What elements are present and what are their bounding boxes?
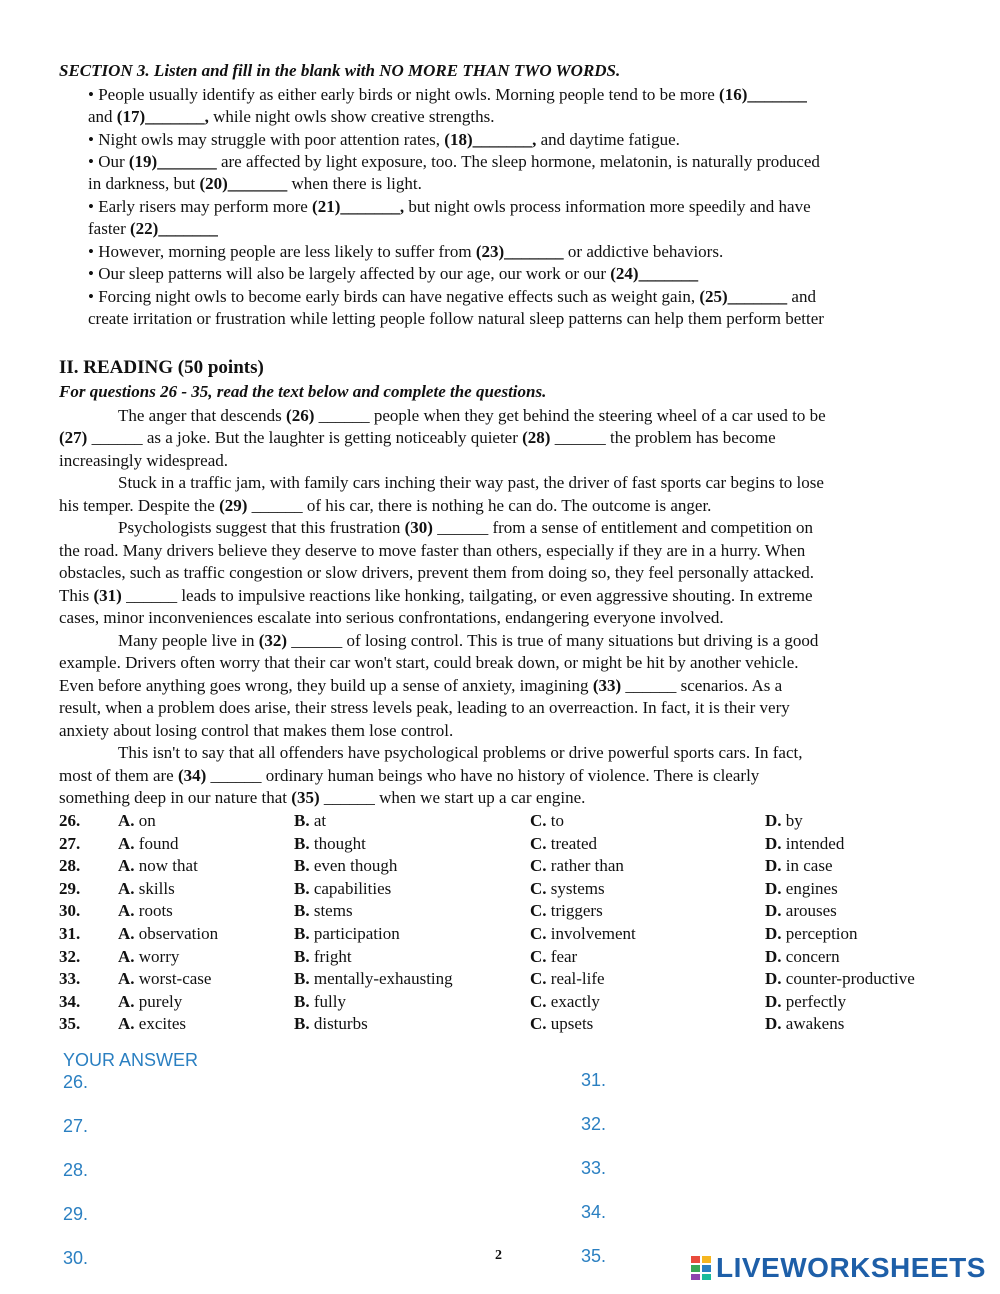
question-number: 34. <box>59 992 81 1011</box>
gap-number: (27) <box>59 428 88 447</box>
option-text: roots <box>138 901 173 920</box>
option-letter: B. <box>294 811 310 830</box>
reading-heading: II. READING (50 points) <box>59 357 264 378</box>
line-text: Stuck in a traffic jam, with family cars inching their way past, the driver of fast sports car begins to lose <box>118 473 824 492</box>
section3-line <box>88 84 807 106</box>
option-text: participation <box>313 924 400 943</box>
option-a <box>118 855 198 877</box>
answer-field[interactable]: 28. <box>63 1160 89 1180</box>
option-text: in case <box>785 856 833 875</box>
option-text: by <box>785 811 803 830</box>
line-text: while night owls show creative strengths. <box>208 107 495 126</box>
option-d <box>765 991 846 1013</box>
option-letter: A. <box>118 992 135 1011</box>
option-c <box>530 968 605 990</box>
gap-number: (26) <box>286 406 315 425</box>
option-letter: D. <box>765 1014 782 1033</box>
option-letter: A. <box>118 834 135 853</box>
option-letter: C. <box>530 947 547 966</box>
gap-number: (31) <box>93 586 122 605</box>
line-text: • Our sleep patterns will also be largely affected by our age, our work or our <box>88 264 611 283</box>
line-text: ______ leads to impulsive reactions like honking, tailgating, or even aggressive shouting. In extreme <box>121 586 813 605</box>
fill-blank: (18)_______, <box>444 130 537 149</box>
line-text: in darkness, but <box>88 174 200 193</box>
line-text: something deep in our nature that <box>59 788 292 807</box>
option-b <box>294 923 400 945</box>
option-letter: D. <box>765 924 782 943</box>
option-letter: B. <box>294 834 310 853</box>
option-c <box>530 900 603 922</box>
option-text: fright <box>313 947 352 966</box>
section3-line <box>88 286 816 308</box>
line-text: and <box>88 107 117 126</box>
question-number: 29. <box>59 879 81 898</box>
option-d <box>765 968 915 990</box>
line-text: Even before anything goes wrong, they build up a sense of anxiety, imagining <box>59 676 593 695</box>
option-text: exactly <box>550 992 600 1011</box>
option-a <box>118 878 175 900</box>
option-text: fear <box>550 947 578 966</box>
option-text: on <box>138 811 156 830</box>
option-letter: C. <box>530 879 547 898</box>
option-b <box>294 968 453 990</box>
line-text: his temper. Despite the <box>59 496 220 515</box>
option-letter: A. <box>118 879 135 898</box>
option-c <box>530 946 577 968</box>
line-text: create irritation or frustration while letting people follow natural sleep patterns can help them perform better <box>88 309 824 328</box>
option-text: involvement <box>550 924 636 943</box>
passage-line <box>118 742 802 764</box>
option-letter: A. <box>118 856 135 875</box>
passage-line <box>118 517 813 539</box>
line-text: ______ of losing control. This is true of many situations but driving is a good <box>287 631 819 650</box>
question-number: 28. <box>59 856 81 875</box>
option-letter: C. <box>530 992 547 1011</box>
passage-line <box>59 427 776 449</box>
option-a <box>118 968 211 990</box>
option-a <box>118 923 218 945</box>
option-a <box>118 833 178 855</box>
line-text: ______ people when they get behind the steering wheel of a car used to be <box>314 406 826 425</box>
passage-line <box>59 720 453 742</box>
option-letter: D. <box>765 969 782 988</box>
option-text: triggers <box>550 901 603 920</box>
section3-line <box>88 308 824 330</box>
line-text: obstacles, such as traffic congestion or slow drivers, prevent them from doing so, they feel personally attacked. <box>59 563 815 582</box>
option-text: stems <box>313 901 353 920</box>
answer-field[interactable]: 32. <box>581 1114 607 1134</box>
line-text: ______ ordinary human beings who have no history of violence. There is clearly <box>206 766 760 785</box>
option-text: now that <box>138 856 198 875</box>
line-text: faster <box>88 219 131 238</box>
option-letter: A. <box>118 924 135 943</box>
passage-line <box>59 562 814 584</box>
fill-blank: (24)_______ <box>610 264 699 283</box>
option-text: awakens <box>785 1014 845 1033</box>
fill-blank: (19)_______ <box>128 152 217 171</box>
line-text: but night owls process information more speedily and have <box>404 197 811 216</box>
passage-line <box>59 540 805 562</box>
answer-field[interactable]: 30. <box>63 1248 89 1268</box>
option-b <box>294 833 366 855</box>
option-a <box>118 810 156 832</box>
line-text: or addictive behaviors. <box>563 242 724 261</box>
line-text: • People usually identify as either early birds or night owls. Morning people tend to be more <box>88 85 720 104</box>
answer-field[interactable]: 31. <box>581 1070 607 1090</box>
option-b <box>294 900 353 922</box>
passage-line <box>118 472 824 494</box>
option-letter: D. <box>765 947 782 966</box>
option-text: excites <box>138 1014 186 1033</box>
line-text: Psychologists suggest that this frustration <box>118 518 405 537</box>
option-text: rather than <box>550 856 624 875</box>
answer-field[interactable]: 29. <box>63 1204 89 1224</box>
line-text: the road. Many drivers believe they deserve to move faster than others, especially if they are in a hurry. When <box>59 541 806 560</box>
option-letter: A. <box>118 947 135 966</box>
passage-line <box>59 675 782 697</box>
gap-number: (28) <box>522 428 551 447</box>
line-text: when there is light. <box>287 174 422 193</box>
option-letter: C. <box>530 924 547 943</box>
option-letter: B. <box>294 947 310 966</box>
option-d <box>765 923 858 945</box>
question-number: 27. <box>59 834 81 853</box>
passage-line <box>59 765 759 787</box>
option-d <box>765 900 837 922</box>
liveworksheets-logo <box>690 1252 986 1284</box>
line-text: ______ of his car, there is nothing he can do. The outcome is anger. <box>247 496 712 515</box>
option-letter: B. <box>294 992 310 1011</box>
option-text: intended <box>785 834 845 853</box>
line-text: are affected by light exposure, too. The sleep hormone, melatonin, is naturally produced <box>216 152 820 171</box>
section3-title: SECTION 3. Listen and fill in the blank with NO MORE THAN TWO WORDS. <box>59 61 621 80</box>
option-b <box>294 878 391 900</box>
option-d <box>765 855 833 877</box>
option-text: upsets <box>550 1014 594 1033</box>
line-text: • However, morning people are less likely to suffer from <box>88 242 476 261</box>
line-text: and daytime fatigue. <box>536 130 680 149</box>
option-text: capabilities <box>313 879 392 898</box>
option-letter: D. <box>765 901 782 920</box>
gap-number: (30) <box>404 518 433 537</box>
option-letter: C. <box>530 969 547 988</box>
gap-number: (35) <box>291 788 320 807</box>
gap-number: (32) <box>258 631 288 650</box>
option-text: purely <box>138 992 183 1011</box>
line-text: ______ the problem has become <box>550 428 776 447</box>
option-letter: A. <box>118 811 135 830</box>
passage-line <box>118 405 826 427</box>
answer-field[interactable]: 33. <box>581 1158 607 1178</box>
fill-blank: (22)_______ <box>130 219 218 238</box>
option-c <box>530 991 600 1013</box>
option-letter: D. <box>765 811 782 830</box>
option-a <box>118 1013 186 1035</box>
page-number: 2 <box>495 1248 502 1263</box>
option-text: worry <box>138 947 180 966</box>
line-text: Many people live in <box>118 631 259 650</box>
option-d <box>765 1013 844 1035</box>
line-text: ______ from a sense of entitlement and competition on <box>432 518 814 537</box>
option-d <box>765 878 838 900</box>
option-letter: B. <box>294 856 310 875</box>
option-b <box>294 946 352 968</box>
option-letter: B. <box>294 969 310 988</box>
section3-line <box>88 263 698 285</box>
option-text: worst-case <box>138 969 212 988</box>
option-text: even though <box>313 856 398 875</box>
line-text: • Forcing night owls to become early birds can have negative effects such as weight gain, <box>88 287 700 306</box>
option-letter: A. <box>118 901 135 920</box>
option-text: fully <box>313 992 346 1011</box>
option-text: systems <box>550 879 605 898</box>
line-text: most of them are <box>59 766 178 785</box>
option-b <box>294 991 346 1013</box>
option-d <box>765 833 844 855</box>
option-letter: C. <box>530 834 547 853</box>
option-text: found <box>138 834 179 853</box>
liveworksheets-logo-text: LIVEWORKSHEETS <box>716 1252 986 1283</box>
option-c <box>530 855 624 877</box>
answer-field[interactable]: 26. <box>63 1072 89 1092</box>
line-text: cases, minor inconveniences escalate into serious confrontations, endangering everyone involved. <box>59 608 724 627</box>
passage-line <box>59 652 799 674</box>
option-text: real-life <box>550 969 605 988</box>
option-letter: D. <box>765 879 782 898</box>
passage-line <box>59 787 585 809</box>
option-letter: B. <box>294 1014 310 1033</box>
line-text: ______ scenarios. As a <box>621 676 783 695</box>
answer-field[interactable]: 35. <box>581 1246 607 1266</box>
fill-blank: (23)_______ <box>475 242 564 261</box>
question-number: 30. <box>59 901 81 920</box>
option-letter: D. <box>765 992 782 1011</box>
section3-line <box>88 241 723 263</box>
line-text: result, when a problem does arise, their stress levels peak, leading to an overreaction. In fact, it is their very <box>59 698 790 717</box>
option-text: arouses <box>785 901 837 920</box>
fill-blank: (25)_______ <box>699 287 788 306</box>
question-number: 32. <box>59 947 81 966</box>
option-a <box>118 991 182 1013</box>
gap-number: (34) <box>177 766 207 785</box>
passage-line <box>59 607 724 629</box>
option-letter: D. <box>765 856 782 875</box>
option-text: at <box>313 811 327 830</box>
option-text: to <box>550 811 565 830</box>
option-letter: C. <box>530 811 547 830</box>
line-text: This isn't to say that all offenders have psychological problems or drive powerful sports cars. In fact, <box>118 743 803 762</box>
answer-field[interactable]: 27. <box>63 1116 89 1136</box>
option-c <box>530 810 564 832</box>
line-text: This <box>59 586 94 605</box>
option-text: disturbs <box>313 1014 368 1033</box>
option-text: observation <box>138 924 219 943</box>
gap-number: (33) <box>592 676 622 695</box>
line-text: • Early risers may perform more <box>88 197 313 216</box>
option-text: skills <box>138 879 175 898</box>
line-text: • Our <box>88 152 129 171</box>
section3-line <box>88 129 680 151</box>
line-text: and <box>787 287 816 306</box>
section3-line <box>88 196 811 218</box>
option-text: perception <box>785 924 858 943</box>
liveworksheets-logo-icon <box>690 1255 712 1281</box>
option-a <box>118 946 179 968</box>
question-number: 35. <box>59 1014 81 1033</box>
option-letter: D. <box>765 834 782 853</box>
option-a <box>118 900 173 922</box>
option-letter: B. <box>294 924 310 943</box>
passage-line <box>59 450 228 472</box>
option-text: thought <box>313 834 366 853</box>
option-c <box>530 1013 593 1035</box>
question-number: 33. <box>59 969 81 988</box>
option-d <box>765 810 803 832</box>
option-text: perfectly <box>785 992 847 1011</box>
option-c <box>530 878 605 900</box>
option-b <box>294 810 326 832</box>
line-text: increasingly widespread. <box>59 451 228 470</box>
option-letter: C. <box>530 901 547 920</box>
section3-line <box>88 173 422 195</box>
option-b <box>294 855 397 877</box>
option-b <box>294 1013 368 1035</box>
line-text: anxiety about losing control that makes them lose control. <box>59 721 454 740</box>
your-answer-label: YOUR ANSWER <box>63 1050 199 1070</box>
option-c <box>530 923 636 945</box>
fill-blank: (21)_______, <box>312 197 405 216</box>
option-letter: C. <box>530 1014 547 1033</box>
section3-line <box>88 151 820 173</box>
line-text: example. Drivers often worry that their car won't start, could break down, or might be hit by another vehicle. <box>59 653 799 672</box>
option-text: mentally-exhausting <box>313 969 453 988</box>
option-text: engines <box>785 879 838 898</box>
answer-field[interactable]: 34. <box>581 1202 607 1222</box>
question-number: 31. <box>59 924 81 943</box>
option-letter: A. <box>118 969 135 988</box>
option-c <box>530 833 597 855</box>
line-text: ______ as a joke. But the laughter is getting noticeably quieter <box>87 428 523 447</box>
section3-line <box>88 106 495 128</box>
option-letter: C. <box>530 856 547 875</box>
passage-line <box>59 585 813 607</box>
passage-line <box>59 495 711 517</box>
option-text: concern <box>785 947 840 966</box>
option-text: counter-productive <box>785 969 915 988</box>
gap-number: (29) <box>219 496 248 515</box>
option-letter: A. <box>118 1014 135 1033</box>
option-letter: B. <box>294 901 310 920</box>
line-text: ______ when we start up a car engine. <box>319 788 586 807</box>
line-text: • Night owls may struggle with poor attention rates, <box>88 130 445 149</box>
fill-blank: (17)_______, <box>116 107 209 126</box>
fill-blank: (16)_______ <box>719 85 807 104</box>
section3-line <box>88 218 218 240</box>
option-letter: B. <box>294 879 310 898</box>
reading-instruction: For questions 26 - 35, read the text below and complete the questions. <box>59 382 547 401</box>
option-d <box>765 946 840 968</box>
fill-blank: (20)_______ <box>199 174 288 193</box>
option-text: treated <box>550 834 598 853</box>
passage-line <box>59 697 790 719</box>
line-text: The anger that descends <box>118 406 287 425</box>
passage-line <box>118 630 818 652</box>
question-number: 26. <box>59 811 81 830</box>
